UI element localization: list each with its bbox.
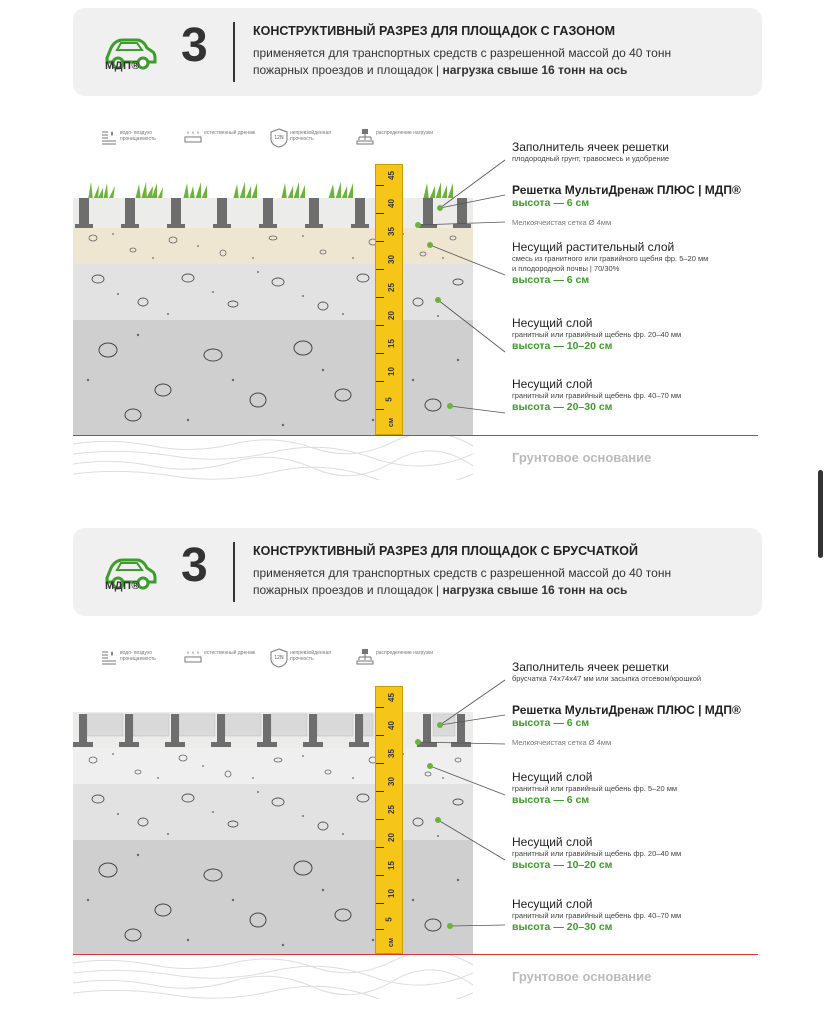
feature-item: распределение нагрузки [356,126,436,150]
subtitle-line-2: пожарных проездов и площадок | нагрузка свыше 16 тонн на ось [253,583,628,597]
feature-item: водо- воздухо проницаемость [100,646,180,670]
measuring-ruler: 45 40 35 30 25 20 15 10 5 см [375,164,403,435]
feature-item: естественный дренаж [184,126,264,150]
label-gravel-20-40: Несущий слой гранитный или гравийный щебень фр. 20–40 мм высота — 10–20 см [512,835,682,871]
label-filler: Заполнитель ячеек решетки брусчатка 74х74х47 мм или засыпка отсевом/крошкой [512,660,702,683]
panel-paving [0,520,833,1024]
ground-texture [73,436,473,480]
feature-item: естественный дренаж [184,646,264,670]
subtitle-line-2: пожарных проездов и площадок | нагрузка свыше 16 тонн на ось [253,63,628,77]
ground-texture [73,955,473,999]
section-number: 3 [181,19,208,72]
logo-text: МДП® [105,60,141,72]
callout-lines [0,520,833,1024]
label-gravel-40-70: Несущий слой гранитный или гравийный щебень фр. 40–70 мм высота — 20–30 см [512,377,682,413]
ground-label: Грунтовое основание [512,969,652,984]
feature-item: 12N непревзойденная прочность [270,646,350,670]
label-grid: Решетка МультиДренаж ПЛЮС | МДП® высота — 6 см [512,703,741,729]
measuring-ruler: 45 40 35 30 25 20 15 10 5 см [375,686,403,954]
section-number: 3 [181,539,208,592]
subtitle-line: применяется для транспортных средств с разрешенной массой до 40 тонн [253,566,672,580]
svg-text:12N: 12N [274,655,284,661]
subtitle-line: применяется для транспортных средств с разрешенной массой до 40 тонн [253,46,672,60]
page-title: КОНСТРУКТИВНЫЙ РАЗРЕЗ ДЛЯ ПЛОЩАДОК С ГАЗОНОМ [253,24,616,38]
panel-lawn [0,0,833,510]
feature-item: водо- воздухо проницаемость [100,126,180,150]
page-title: КОНСТРУКТИВНЫЙ РАЗРЕЗ ДЛЯ ПЛОЩАДОК С БРУСЧАТКОЙ [253,544,638,558]
feature-item: распределение нагрузки [356,646,436,670]
label-mesh: Мелкоячеистая сетка Ø 4мм [512,738,612,747]
label-filler: Заполнитель ячеек решетки плодородный грунт, травосмесь и удобрение [512,140,670,163]
label-vegetation-layer: Несущий растительный слой смесь из гранитного или гравийного щебня фр. 5–20 мм и плодородной почвы | 70/30% высота — 6 см [512,240,709,286]
svg-text:12N: 12N [274,135,284,141]
feature-item: 12N непревзойденная прочность [270,126,350,150]
label-gravel-20-40: Несущий слой гранитный или гравийный щебень фр. 20–40 мм высота — 10–20 см [512,316,682,352]
logo-text: МДП® [105,580,141,592]
ground-label: Грунтовое основание [512,450,652,465]
label-gravel-40-70: Несущий слой гранитный или гравийный щебень фр. 40–70 мм высота — 20–30 см [512,897,682,933]
label-gravel-5-20: Несущий слой гранитный или гравийный щебень фр. 5–20 мм высота — 6 см [512,770,678,806]
label-mesh: Мелкоячеистая сетка Ø 4мм [512,218,612,227]
label-grid: Решетка МультиДренаж ПЛЮС | МДП® высота — 6 см [512,183,741,209]
